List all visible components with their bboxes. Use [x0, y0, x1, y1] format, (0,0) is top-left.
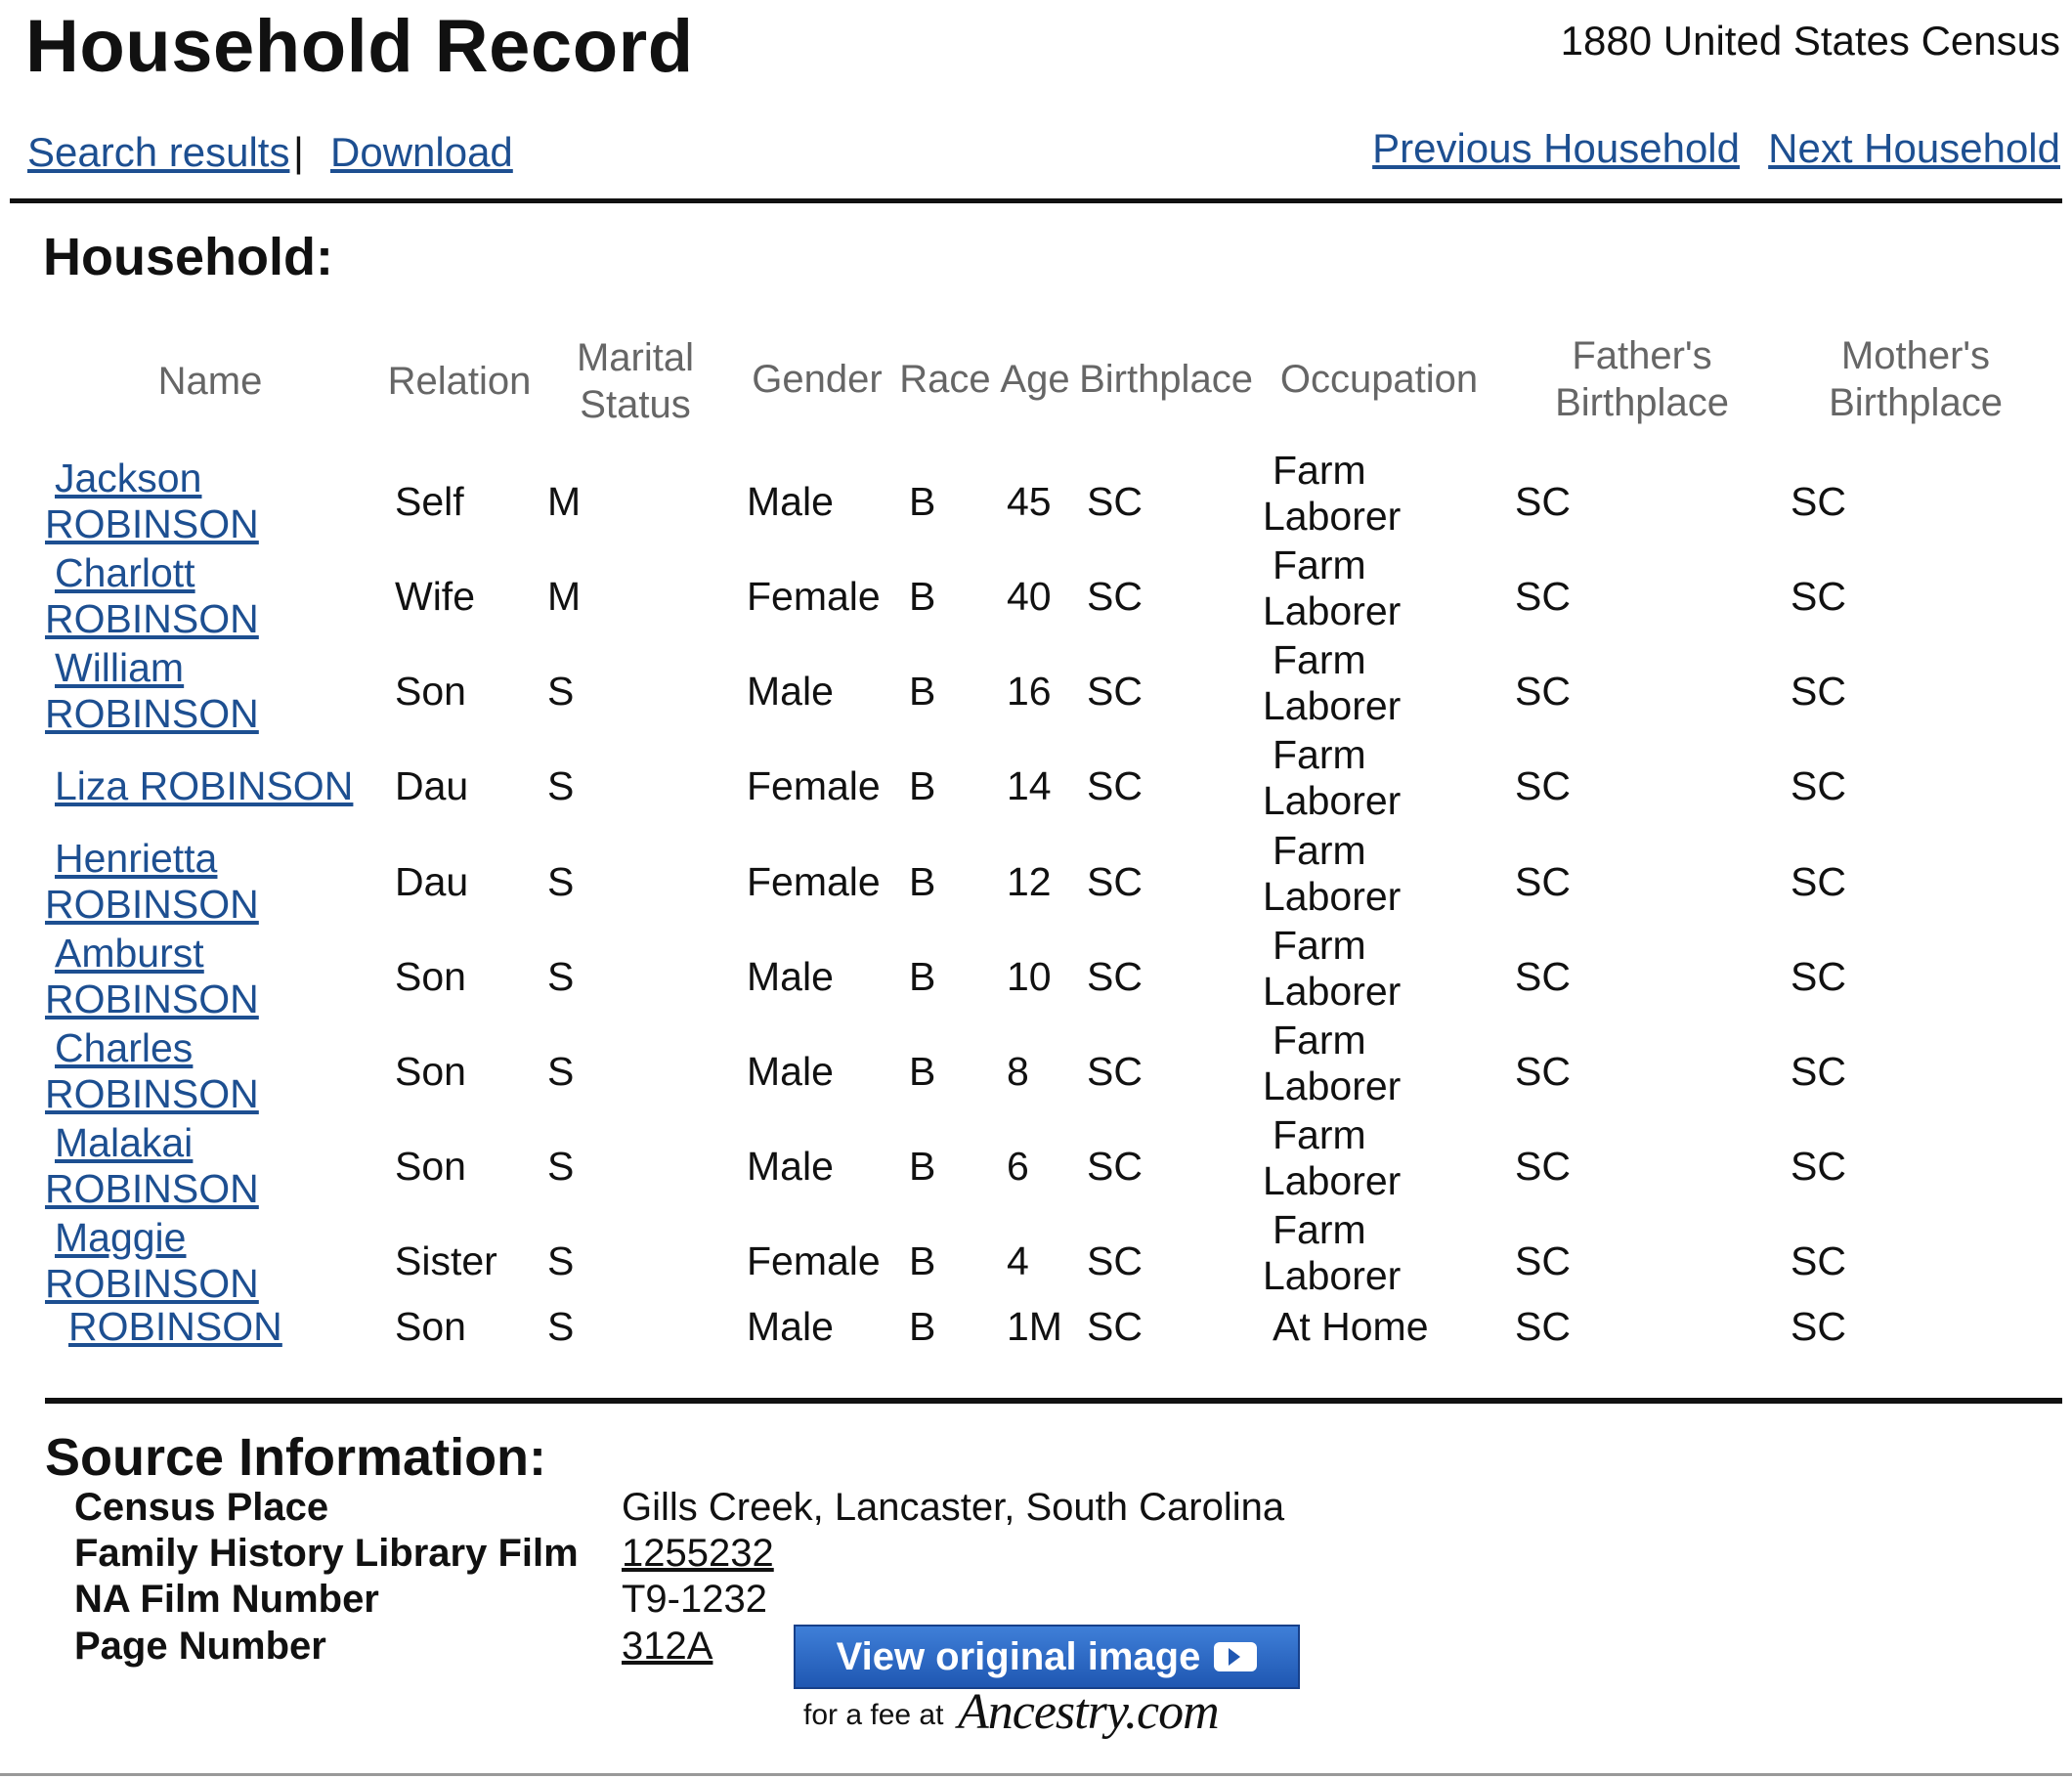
cell-relation: Son: [395, 1304, 466, 1349]
cell-birthplace: SC: [1087, 859, 1143, 904]
person-name-part: ROBINSON: [45, 596, 259, 641]
col-header-father-line1: Father's: [1572, 334, 1712, 377]
cell-relation: Son: [395, 954, 466, 999]
cell-marital-status: S: [547, 669, 575, 714]
cell-relation: Son: [395, 1049, 466, 1094]
cell-race: B: [909, 479, 936, 524]
person-name-link[interactable]: [45, 1120, 259, 1212]
ancestry-logo: Ancestry.com: [958, 1684, 1219, 1740]
cell-birthplace: SC: [1087, 954, 1143, 999]
cell-race: B: [909, 1144, 936, 1189]
person-name-link[interactable]: [45, 550, 259, 642]
cell-mother-birthplace: SC: [1791, 763, 1846, 808]
cell-marital-status: M: [547, 574, 582, 619]
person-name-part: ROBINSON: [45, 1261, 259, 1306]
cell-marital-status: S: [547, 954, 575, 999]
section-divider: [45, 1398, 2062, 1404]
person-name-link[interactable]: [45, 645, 259, 737]
cell-age: 6: [1007, 1144, 1029, 1189]
page-number-link[interactable]: 312A: [622, 1625, 713, 1668]
occupation-line: Laborer: [1263, 1063, 1402, 1108]
col-header-mother-line1: Mother's: [1840, 334, 1991, 377]
cell-relation: Self: [395, 479, 464, 524]
cell-gender: Female: [747, 1238, 881, 1283]
cell-age: 16: [1007, 669, 1052, 714]
cell-marital-status: S: [547, 1144, 575, 1189]
person-name-link[interactable]: [45, 1215, 259, 1307]
fhl-film-link[interactable]: 1255232: [622, 1532, 774, 1575]
cell-relation: Sister: [395, 1238, 497, 1283]
col-header-marital-line2: Status: [580, 383, 691, 426]
occupation-line: Laborer: [1263, 969, 1402, 1014]
cell-occupation: [1263, 1207, 1401, 1299]
person-name-part: ROBINSON: [45, 501, 259, 546]
occupation-line: Laborer: [1263, 1253, 1402, 1298]
cell-father-birthplace: SC: [1515, 763, 1571, 808]
occupation-line: Farm: [1273, 828, 1366, 873]
cell-gender: Male: [747, 1144, 834, 1189]
person-name-part: Liza ROBINSON: [55, 763, 354, 808]
cell-mother-birthplace: SC: [1791, 1144, 1846, 1189]
cell-father-birthplace: SC: [1515, 1304, 1571, 1349]
cell-father-birthplace: SC: [1515, 1049, 1571, 1094]
col-header-name: Name: [157, 360, 263, 403]
cell-race: B: [909, 1238, 936, 1283]
na-film-value: T9-1232: [622, 1578, 767, 1621]
header-divider: [10, 198, 2062, 203]
person-name-part: Henrietta: [55, 836, 218, 881]
cell-gender: Female: [747, 574, 881, 619]
cell-age: 4: [1007, 1238, 1029, 1283]
cell-father-birthplace: SC: [1515, 479, 1571, 524]
cell-race: B: [909, 954, 936, 999]
cell-father-birthplace: SC: [1515, 859, 1571, 904]
cell-gender: Male: [747, 1304, 834, 1349]
person-name-part: ROBINSON: [45, 1166, 259, 1211]
col-header-race: Race: [899, 358, 991, 401]
cell-birthplace: SC: [1087, 1049, 1143, 1094]
occupation-line: Laborer: [1263, 588, 1402, 633]
cell-marital-status: S: [547, 859, 575, 904]
source-heading: Source Information:: [45, 1428, 547, 1487]
person-name-part: ROBINSON: [45, 882, 259, 927]
person-name-part: ROBINSON: [45, 1071, 259, 1116]
person-name-link[interactable]: [55, 763, 353, 809]
cell-mother-birthplace: SC: [1791, 1238, 1846, 1283]
occupation-line: Farm: [1273, 1207, 1366, 1252]
cell-occupation: [1263, 1304, 1429, 1350]
cell-gender: Female: [747, 763, 881, 808]
cell-race: B: [909, 1049, 936, 1094]
person-name-part: Jackson: [55, 456, 202, 500]
occupation-line: Farm: [1273, 732, 1366, 777]
person-name-link[interactable]: [45, 1025, 259, 1117]
search-results-link[interactable]: Search results: [27, 129, 290, 175]
cell-birthplace: SC: [1087, 669, 1143, 714]
col-header-father-birthplace: [1525, 332, 1759, 426]
occupation-line: Laborer: [1263, 874, 1402, 919]
person-name-part: Charlott: [55, 550, 195, 595]
cell-relation: Son: [395, 1144, 466, 1189]
census-place-value: Gills Creek, Lancaster, South Carolina: [622, 1486, 1285, 1529]
cell-mother-birthplace: SC: [1791, 479, 1846, 524]
cell-age: 10: [1007, 954, 1052, 999]
cell-mother-birthplace: SC: [1791, 1304, 1846, 1349]
page-number-label: Page Number: [74, 1625, 326, 1668]
cell-mother-birthplace: SC: [1791, 574, 1846, 619]
cell-occupation: [1263, 1112, 1401, 1204]
cell-marital-status: S: [547, 763, 575, 808]
cell-mother-birthplace: SC: [1791, 859, 1846, 904]
person-name-part: Malakai: [55, 1120, 194, 1165]
arrow-right-icon: [1214, 1642, 1257, 1671]
col-header-birthplace: Birthplace: [1079, 358, 1253, 401]
person-name-part: William: [55, 645, 185, 690]
cell-mother-birthplace: SC: [1791, 954, 1846, 999]
view-original-image-button[interactable]: [794, 1625, 1300, 1689]
cell-relation: Dau: [395, 763, 469, 808]
fee-note: for a fee at: [803, 1699, 944, 1731]
cell-occupation: [1263, 828, 1401, 920]
occupation-line: Laborer: [1263, 778, 1402, 823]
cell-marital-status: S: [547, 1049, 575, 1094]
col-header-age: Age: [1000, 358, 1070, 401]
cell-race: B: [909, 574, 936, 619]
col-header-occupation: Occupation: [1279, 358, 1479, 401]
cell-gender: Female: [747, 859, 881, 904]
cell-occupation: [1263, 542, 1401, 634]
occupation-line: Farm: [1273, 448, 1366, 493]
na-film-label: NA Film Number: [74, 1578, 379, 1621]
cell-occupation: [1263, 923, 1401, 1015]
cell-birthplace: SC: [1087, 1238, 1143, 1283]
cell-birthplace: SC: [1087, 763, 1143, 808]
next-household-link[interactable]: Next Household: [1768, 125, 2060, 171]
occupation-line: Farm: [1273, 1112, 1366, 1157]
cell-age: 1M: [1007, 1304, 1062, 1349]
household-heading: Household:: [43, 228, 333, 286]
cell-father-birthplace: SC: [1515, 954, 1571, 999]
occupation-line: At Home: [1273, 1304, 1429, 1349]
cell-gender: Male: [747, 479, 834, 524]
col-header-mother-line2: Birthplace: [1829, 381, 2003, 424]
previous-household-link[interactable]: Previous Household: [1372, 125, 1740, 171]
person-name-part: Maggie: [55, 1215, 187, 1260]
cell-occupation: [1263, 1018, 1401, 1109]
cell-father-birthplace: SC: [1515, 1238, 1571, 1283]
person-name-link[interactable]: [45, 456, 259, 547]
cell-occupation: [1263, 448, 1401, 540]
person-name-part: Charles: [55, 1025, 194, 1070]
cell-birthplace: SC: [1087, 1144, 1143, 1189]
cell-birthplace: SC: [1087, 479, 1143, 524]
person-name-link[interactable]: [45, 931, 259, 1022]
occupation-line: Laborer: [1263, 1158, 1402, 1203]
cell-relation: Wife: [395, 574, 475, 619]
cell-occupation: [1263, 637, 1401, 729]
col-header-marital-line1: Marital: [576, 336, 695, 379]
cell-occupation: [1263, 732, 1401, 824]
cell-marital-status: M: [547, 479, 582, 524]
cell-age: 14: [1007, 763, 1052, 808]
person-name-link[interactable]: [68, 1304, 282, 1350]
cell-age: 8: [1007, 1049, 1029, 1094]
cell-gender: Male: [747, 954, 834, 999]
cell-race: B: [909, 1304, 936, 1349]
person-name-part: ROBINSON: [68, 1304, 282, 1349]
col-header-mother-birthplace: [1798, 332, 2033, 426]
footer-divider: [0, 1773, 2072, 1776]
col-header-father-line2: Birthplace: [1555, 381, 1729, 424]
occupation-line: Farm: [1273, 637, 1366, 682]
occupation-line: Farm: [1273, 1018, 1366, 1063]
person-name-part: ROBINSON: [45, 691, 259, 736]
fhl-film-label: Family History Library Film: [74, 1532, 579, 1575]
cell-relation: Son: [395, 669, 466, 714]
cell-race: B: [909, 859, 936, 904]
person-name-link[interactable]: [45, 836, 259, 928]
download-link[interactable]: Download: [330, 129, 513, 175]
occupation-line: Farm: [1273, 542, 1366, 587]
occupation-line: Laborer: [1263, 683, 1402, 728]
cell-father-birthplace: SC: [1515, 1144, 1571, 1189]
cell-father-birthplace: SC: [1515, 574, 1571, 619]
col-header-gender: Gender: [752, 358, 883, 401]
census-title: 1880 United States Census: [1560, 18, 2060, 64]
view-original-image-label: View original image: [836, 1634, 1201, 1678]
link-separator: |: [293, 129, 304, 175]
cell-age: 45: [1007, 479, 1052, 524]
person-name-part: Amburst: [55, 931, 204, 976]
cell-marital-status: S: [547, 1238, 575, 1283]
cell-race: B: [909, 763, 936, 808]
cell-marital-status: S: [547, 1304, 575, 1349]
cell-age: 12: [1007, 859, 1052, 904]
occupation-line: Farm: [1273, 923, 1366, 968]
occupation-line: Laborer: [1263, 494, 1402, 539]
cell-gender: Male: [747, 1049, 834, 1094]
cell-birthplace: SC: [1087, 574, 1143, 619]
col-header-marital-status: [557, 334, 713, 428]
cell-mother-birthplace: SC: [1791, 669, 1846, 714]
cell-age: 40: [1007, 574, 1052, 619]
cell-race: B: [909, 669, 936, 714]
cell-birthplace: SC: [1087, 1304, 1143, 1349]
page-title: Household Record: [25, 5, 694, 88]
census-place-label: Census Place: [74, 1486, 329, 1529]
col-header-relation: Relation: [387, 360, 532, 403]
cell-father-birthplace: SC: [1515, 669, 1571, 714]
person-name-part: ROBINSON: [45, 976, 259, 1021]
cell-mother-birthplace: SC: [1791, 1049, 1846, 1094]
cell-gender: Male: [747, 669, 834, 714]
cell-relation: Dau: [395, 859, 469, 904]
